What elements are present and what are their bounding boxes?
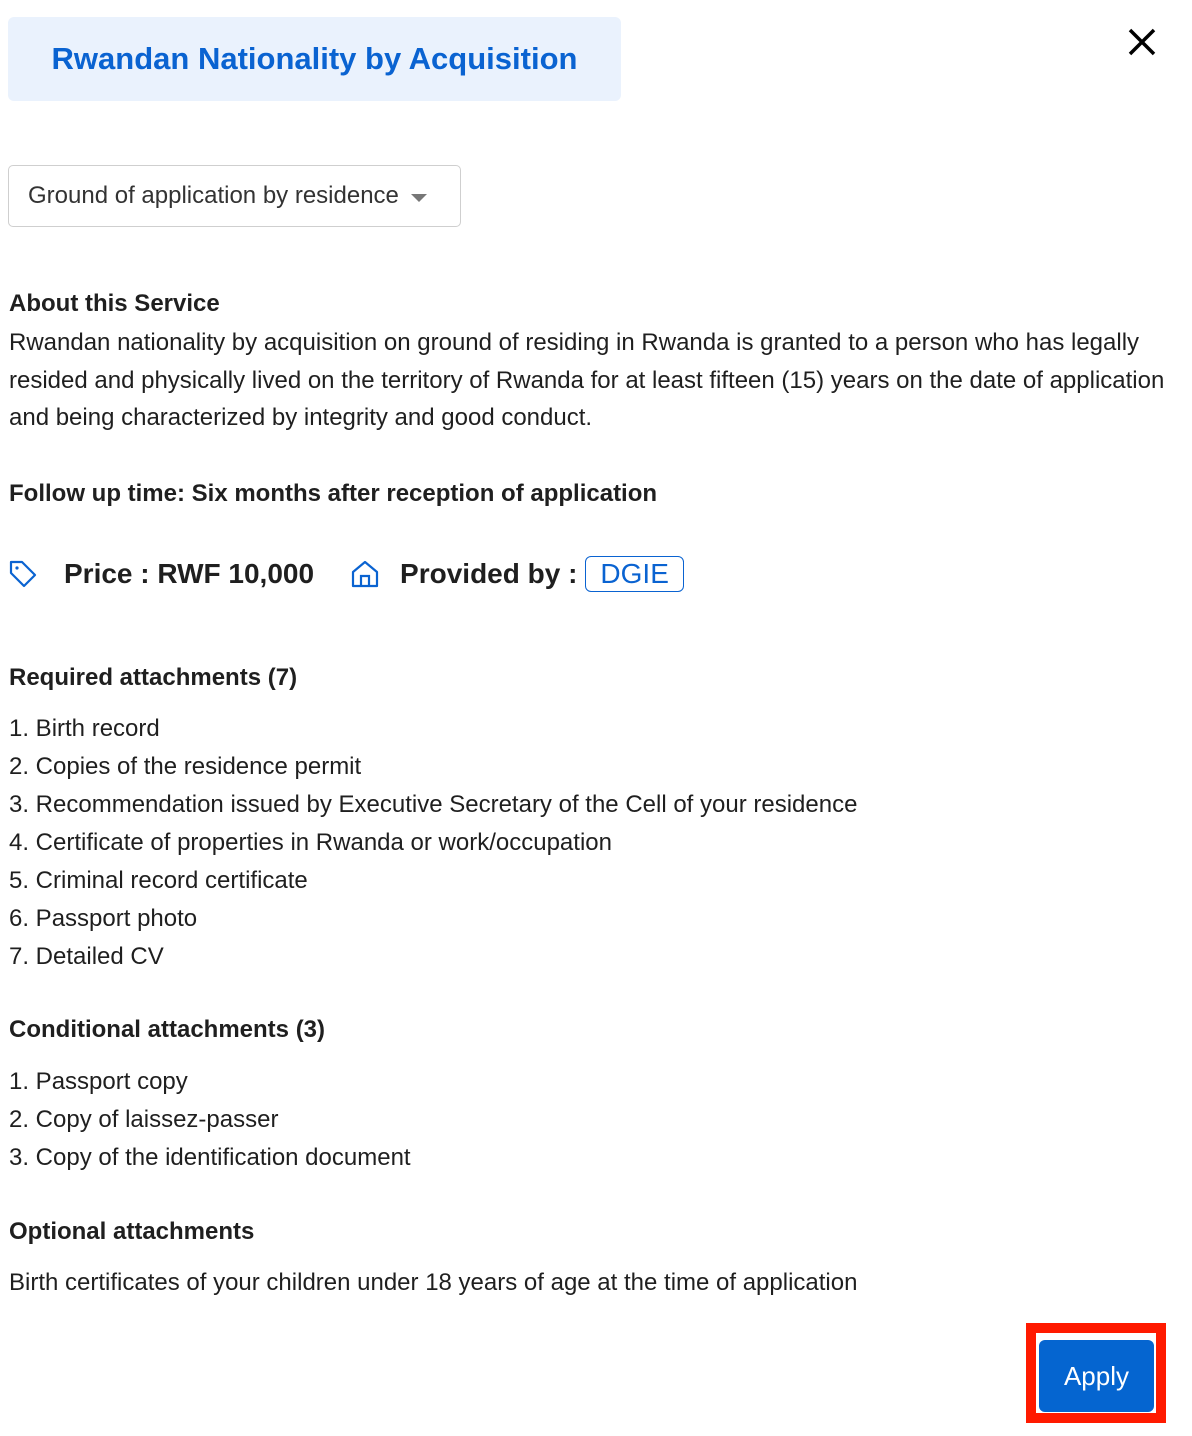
home-icon xyxy=(350,559,380,589)
optional-text: Birth certificates of your children under 18 years of age at the time of application xyxy=(9,1269,858,1296)
required-heading: Required attachments (7) xyxy=(9,664,298,691)
list-item: 6. Passport photo xyxy=(9,905,198,932)
price-row xyxy=(8,556,684,592)
select-value: Ground of application by residence xyxy=(28,182,399,209)
chevron-down-icon xyxy=(411,194,427,202)
close-icon[interactable] xyxy=(1124,24,1160,60)
list-item: 3. Recommendation issued by Executive Secretary of the Cell of your residence xyxy=(9,791,858,818)
list-item: 3. Copy of the identification document xyxy=(9,1144,411,1171)
required-list xyxy=(9,710,857,976)
provided-by-label: Provided by : xyxy=(400,558,578,589)
about-text: Rwandan nationality by acquisition on ground of residing in Rwanda is granted to a person who has legally resided and physically lived on the territory of Rwanda for at least fifteen (15) years on the date of application and being characterized by integrity and good conduct. xyxy=(9,329,1165,431)
list-item: 4. Certificate of properties in Rwanda or work/occupation xyxy=(9,829,612,856)
price-label: Price : RWF 10,000 xyxy=(64,558,315,589)
page-title: Rwandan Nationality by Acquisition xyxy=(51,41,578,76)
list-item: 2. Copies of the residence permit xyxy=(9,753,362,780)
follow-up-time: Follow up time: Six months after reception of application xyxy=(9,480,658,507)
list-item: 1. Birth record xyxy=(9,715,160,742)
service-title-box xyxy=(8,17,621,101)
conditional-list xyxy=(9,1063,411,1177)
provider-badge[interactable]: DGIE xyxy=(585,556,683,592)
list-item: 1. Passport copy xyxy=(9,1068,188,1095)
list-item: 7. Detailed CV xyxy=(9,943,164,970)
optional-heading: Optional attachments xyxy=(9,1218,255,1245)
price-tag-icon xyxy=(8,559,38,589)
ground-of-application-select[interactable] xyxy=(8,165,461,227)
list-item: 5. Criminal record certificate xyxy=(9,867,308,894)
apply-button[interactable]: Apply xyxy=(1039,1340,1154,1412)
about-heading: About this Service xyxy=(9,290,220,317)
list-item: 2. Copy of laissez-passer xyxy=(9,1106,279,1133)
conditional-heading: Conditional attachments (3) xyxy=(9,1016,326,1043)
